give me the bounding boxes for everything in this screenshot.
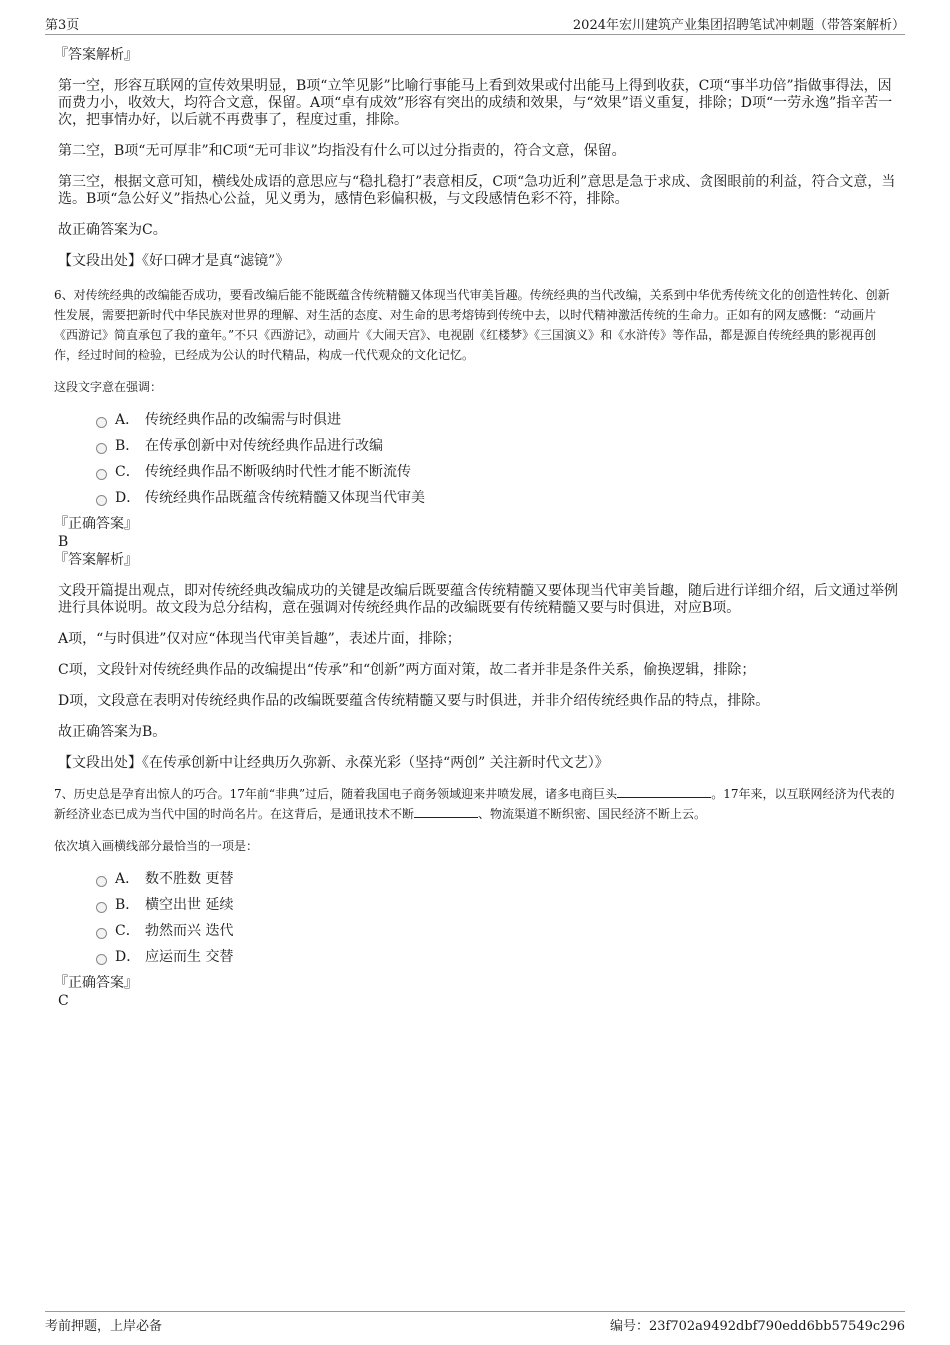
- document-title: 2024年宏川建筑产业集团招聘笔试冲刺题（带答案解析）: [572, 18, 905, 33]
- q6-analysis-c: C项，文段针对传统经典作品的改编提出“传承”和“创新”两方面对策，故二者并非是条件关系，偷换逻辑，排除；: [58, 662, 756, 678]
- q6-source: 【文段出处】《在传承创新中让经典历久弥新、永葆光彩（坚持“两创” 关注新时代文艺）》: [58, 755, 609, 771]
- q6-prompt: 这段文字意在强调：: [54, 380, 163, 394]
- q6-option-b[interactable]: B． 在传承创新中对传统经典作品进行改编: [96, 435, 898, 461]
- q6-option-c[interactable]: C． 传统经典作品不断吸纳时代性才能不断流传: [96, 461, 898, 487]
- q7-option-a[interactable]: A． 数不胜数 更替: [96, 868, 898, 894]
- radio-button[interactable]: [96, 876, 107, 887]
- fill-blank: [414, 805, 478, 818]
- q5-source: 【文段出处】《好口碑才是真“滤镜”》: [58, 253, 290, 269]
- radio-button[interactable]: [96, 495, 107, 506]
- q7-answer: C: [58, 993, 69, 1009]
- q6-analysis-paragraph-1: 文段开篇提出观点，即对传统经典改编成功的关键是改编后既要蕴含传统精髓又要体现当代审美旨趣，随后进行详细介绍，后文通过举例进行具体说明。故文段为总分结构，意在强调对传统经典作品的改编既要有传统精髓又要与时俱进，对应B项。: [58, 583, 898, 616]
- q6-analysis-a: A项，“与时俱进”仅对应“体现当代审美旨趣”，表述片面，排除；: [58, 631, 461, 647]
- page-number: 第3页: [45, 18, 80, 33]
- radio-button[interactable]: [96, 469, 107, 480]
- q6-analysis-d: D项，文段意在表明对传统经典作品的改编既要蕴含传统精髓又要与时俱进，并非介绍传统经典作品的特点，排除。: [58, 693, 770, 709]
- q5-analysis-paragraph-1: 第一空，形容互联网的宣传效果明显，B项“立竿见影”比喻行事能马上看到效果或付出能马上得到收获，C项“事半功倍”指做事得法，因而费力小，收效大，均符合文意，保留。A项“卓有成效”形容有突出的成绩和效果，与“效果”语义重复，排除；D项“一劳永逸”指辛苦一次，把事情办好，以后就不再费事了，程度过重，排除。: [58, 78, 893, 128]
- radio-button[interactable]: [96, 928, 107, 939]
- radio-button[interactable]: [96, 954, 107, 965]
- page-footer: [45, 1311, 905, 1334]
- q7-option-c[interactable]: C． 勃然而兴 迭代: [96, 920, 898, 946]
- radio-button[interactable]: [96, 902, 107, 913]
- analysis-label: 『答案解析』: [54, 552, 138, 568]
- q6-options: [58, 409, 898, 513]
- document-id: 编号：23f702a9492dbf790edd6bb57549c296: [610, 1319, 905, 1334]
- document-body: [54, 46, 898, 1010]
- q7-stem: 7、历史总是孕育出惊人的巧合。17年前“非典”过后，随着我国电子商务领域迎来井喷发展，诸多电商巨头 。17年来，以互联网经济为代表的新经济业态已成为当代中国的时尚名片。在这背后，是通讯技术不断 、物流渠道不断织密、国民经济不断上云。: [54, 787, 895, 821]
- q6-option-d[interactable]: D． 传统经典作品既蕴含传统精髓又体现当代审美: [96, 487, 898, 513]
- q5-analysis-paragraph-3: 第三空，根据文意可知，横线处成语的意思应与“稳扎稳打”表意相反，C项“急功近利”意思是急于求成、贪图眼前的利益，符合文意，当选。B项“急公好义”指热心公益，见义勇为，感情色彩偏积极，与文段感情色彩不符，排除。: [58, 174, 896, 207]
- q7-option-b[interactable]: B． 横空出世 延续: [96, 894, 898, 920]
- q7-options: [58, 868, 898, 972]
- correct-answer-label: 『正确答案』: [54, 516, 138, 532]
- q5-conclusion: 故正确答案为C。: [58, 222, 167, 238]
- q7-option-d[interactable]: D． 应运而生 交替: [96, 946, 898, 972]
- q7-prompt: 依次填入画横线部分最恰当的一项是：: [54, 839, 259, 853]
- page-header: [45, 14, 905, 35]
- q6-answer: B: [58, 534, 69, 550]
- q6-stem: 6、对传统经典的改编能否成功，要看改编后能不能既蕴含传统精髓又体现当代审美旨趣。传统经典的当代改编，关系到中华优秀传统文化的创造性转化、创新性发展，需要把新时代中华民族对世界的理解、对生活的态度、对生命的思考熔铸到传统中去，以时代精神激活传统的生命力。正如有的网友感慨：“动画片《西游记》简直承包了我的童年。”不只《西游记》，动画片《大闹天宫》、电视剧《红楼梦》《三国演义》和《水浒传》等作品，都是源自传统经典的影视再创作，经过时间的检验，已经成为公认的时代精品，构成一代代观众的文化记忆。: [54, 288, 890, 362]
- correct-answer-label: 『正确答案』: [54, 975, 138, 991]
- q5-analysis-paragraph-2: 第二空，B项“无可厚非”和C项“无可非议”均指没有什么可以过分指责的，符合文意，保留。: [58, 143, 626, 159]
- analysis-label: 『答案解析』: [54, 47, 138, 63]
- fill-blank: [617, 785, 711, 798]
- q6-conclusion: 故正确答案为B。: [58, 724, 167, 740]
- radio-button[interactable]: [96, 417, 107, 428]
- footer-slogan: 考前押题，上岸必备: [45, 1319, 163, 1334]
- q6-option-a[interactable]: A． 传统经典作品的改编需与时俱进: [96, 409, 898, 435]
- radio-button[interactable]: [96, 443, 107, 454]
